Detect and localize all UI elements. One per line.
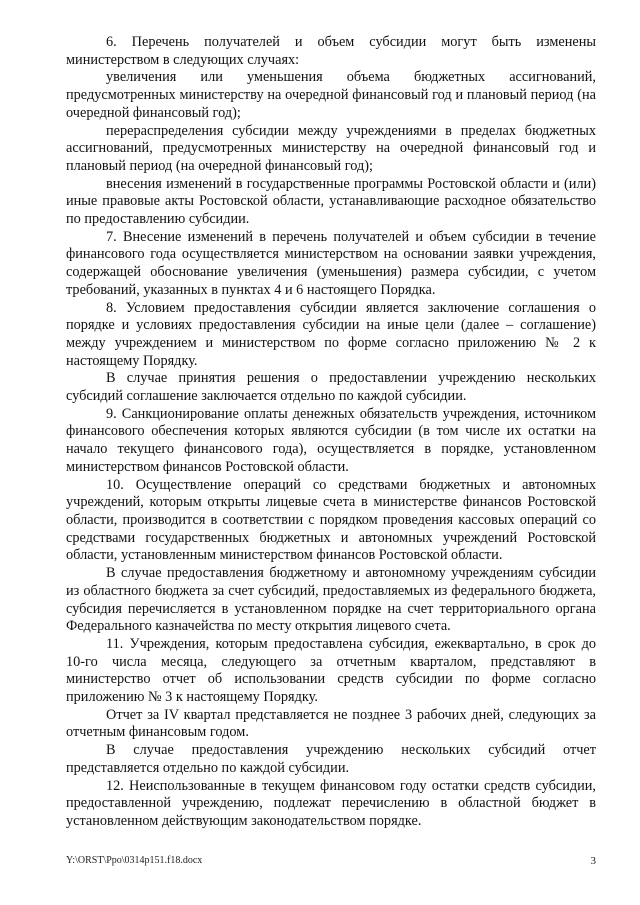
paragraph-10-note: В случае предоставления бюджетному и автономному учреждениям субсидии из областного бюджета за счет субсидий, предоставляемых из федерального бюджета, субсидия перечисляется в установленном порядке на счет территориального органа Федерального казначейства по месту открытия лицевого счета.: [66, 565, 596, 635]
paragraph-8: 8. Условием предоставления субсидии является заключение соглашения о порядке и условиях предоставления субсидии на иные цели (далее – соглашение) между учреждением и министерством по форме согласно приложению № 2 к настоящему Порядку.: [66, 299, 596, 369]
paragraph-11-q4: Отчет за IV квартал представляется не позднее 3 рабочих дней, следующих за отчетным финансовым годом.: [66, 706, 596, 741]
paragraph-11-note: В случае предоставления учреждению нескольких субсидий отчет представляется отдельно по каждой субсидии.: [66, 742, 596, 776]
paragraph-6-case-3: внесения изменений в государственные программы Ростовской области и (или) иные правовые акты Ростовской области, устанавливающие расходное обязательство по предоставлению субсидии.: [66, 175, 596, 228]
paragraph-9: 9. Санкционирование оплаты денежных обязательств учреждения, источником финансового обеспечения которых являются субсидии (в том числе их остатки на начало текущего финансового года), осуществляется в порядке, установленном министерством финансов Ростовской области.: [66, 405, 596, 475]
paragraph-6-case-1: увеличения или уменьшения объема бюджетных ассигнований, предусмотренных министерству на очередной финансовый год и плановый период (на очередной финансовый год);: [66, 69, 596, 121]
paragraph-7: 7. Внесение изменений в перечень получателей и объем субсидии в течение финансового года осуществляется министерством на основании заявки учреждения, содержащей обоснование увеличения (уменьшения) размера субсидии, с учетом требований, указанных в пунктах 4 и 6 настоящего Порядка.: [66, 228, 596, 298]
document-body: [66, 34, 596, 831]
paragraph-8-note: В случае принятия решения о предоставлении учреждению нескольких субсидий соглашение заключается отдельно по каждой субсидии.: [66, 370, 596, 405]
file-path: Y:\ORST\Ppo\0314p151.f18.docx: [66, 855, 203, 866]
paragraph-6-case-2: перераспределения субсидии между учреждениями в пределах бюджетных ассигнований, предусмотренных министерству на очередной финансовый год и плановый период (на очередной финансовый год);: [66, 122, 596, 174]
paragraph-6-intro: 6. Перечень получателей и объем субсидии могут быть изменены министерством в следующих случаях:: [66, 34, 596, 68]
paragraph-12: 12. Неиспользованные в текущем финансовом году остатки средств субсидии, предоставленной учреждению, подлежат перечислению в областной бюджет в установленном действующим законодательством порядке.: [66, 777, 596, 829]
page-number: 3: [590, 855, 596, 867]
paragraph-11: 11. Учреждения, которым предоставлена субсидия, ежеквартально, в срок до 10-го числа месяца, следующего за отчетным кварталом, представляют в министерство отчет об использовании средств субсидии по форме согласно приложению № 3 к настоящему Порядку.: [66, 635, 596, 706]
paragraph-10: 10. Осуществление операций со средствами бюджетных и автономных учреждений, которым открыты лицевые счета в министерстве финансов Ростовской области, производится в соответствии с порядком проведения кассовых операций со средствами государственных бюджетных и автономных учреждений Ростовской области, установленным министерством финансов Ростовской области.: [66, 476, 596, 564]
